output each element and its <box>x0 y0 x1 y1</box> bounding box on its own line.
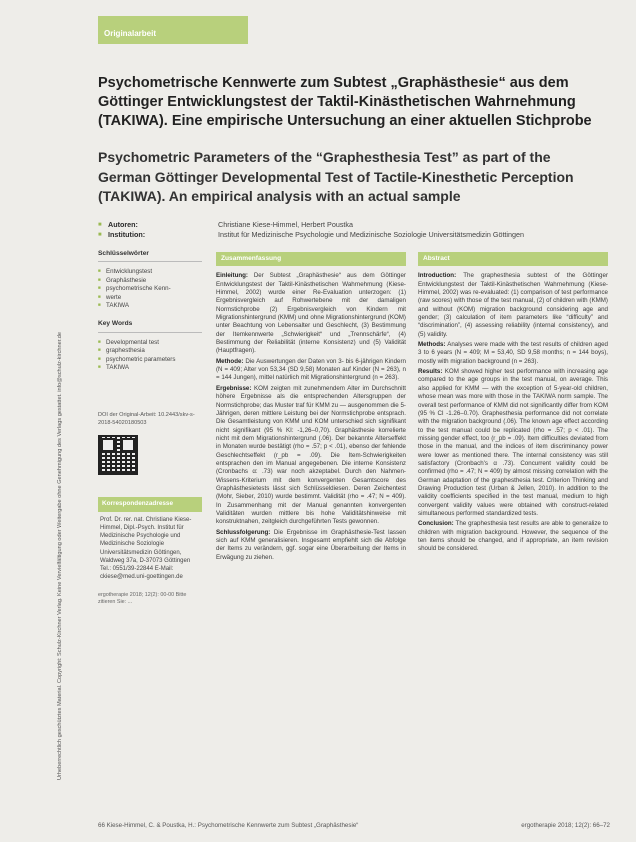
correspondence-heading: Korrespondenzadresse <box>98 497 202 511</box>
keyword-de: ■ Entwicklungstest <box>98 268 202 276</box>
copyright-side-note: Urheberrechtlich geschütztes Material. Copyright: Schulz-Kirchner Verlag. Keine Vervielfältigung oder Weitergabe ohne Genehmigung des Verlags gestattet. info@schulz-kirchner.de <box>57 331 63 780</box>
qr-code-icon <box>98 435 138 475</box>
keyword-de: ■ werte <box>98 294 202 302</box>
abstract-paragraph <box>418 272 608 339</box>
paragraph-label: Conclusion: <box>418 520 454 528</box>
summary-paragraph <box>216 385 406 527</box>
institution: Institut für Medizinische Psychologie und Medizinische Soziologie Universitätsmedizin Göttingen <box>218 230 525 239</box>
summary-paragraph <box>216 529 406 562</box>
paragraph-label: Schlussfolgerung: <box>216 528 271 536</box>
summary-heading: Zusammenfassung <box>216 252 406 266</box>
paragraph-label: Methode: <box>216 357 244 365</box>
abstract-paragraph <box>418 368 608 518</box>
abstract-paragraph <box>418 520 608 553</box>
page-footer <box>98 822 610 829</box>
doi-note: DOI der Original-Arbeit: 10.2443/skv-s-2018-54020180503 <box>98 412 195 426</box>
paragraph-label: Einleitung: <box>216 272 248 280</box>
authors-label: ■ Autoren: <box>98 220 218 230</box>
correspondence-address: Prof. Dr. rer. nat. Christiane Kiese-Himmel, Dipl.-Psych. Institut für Medizinische Psychologie und Medizinische Soziologie Universitätsmedizin Göttingen, Waldweg 37a, D-37073 Göttingen Tel.: 0551/39-22844 E-Mail: ckiese@med.uni-goettingen.de <box>100 516 192 581</box>
paragraph-text: Analyses were made with the test results of children aged 3 to 6 years (N = 409; M = 53,40, SD 9,58 months; n = 144 boys), mostly with migration background (n = 263). <box>418 341 608 365</box>
paragraph-text: KOM showed higher test performance with increasing age compared to the age groups in the test manual, on average. This also applied for KMM — with the exception of 5-year-old children, whose mean was more with those in the TAKIWA norm sample. The overall test performance of KMM did not significantly differ from KOM (95 % CI -1.26–0.70). Graphesthesia performance did not correlate with the migration background (.06). The known age effect according to the test manual could be replicated (rho = .57; p < .01). The missing gender effect, too (r_pb = .09). Item difficulties deviated from those in the manual, and the indices of item discriminancy power were lower as mentioned there. The internal consistency was still satisfactory (Cronbach's α .73). Concurrent validity could be confirmed (rho = .47; N = 409) by almost missing correlation with the German adaptation of the graphesthesia test. Criterion Thinking and Drawing Production test (Urban & Jellen, 2010). In addition to the validity coefficients specified in the test manual, medium to high convergent validity values were obtained with construct-related simultaneous performed standardized tests. <box>418 368 608 517</box>
keyword-en: ■ psychometric parameters <box>98 356 202 364</box>
footer-left: 66 Kiese-Himmel, C. & Poustka, H.: Psychometrische Kennwerte zum Subtest „Graphästhesie“ <box>98 822 359 829</box>
institution-label: ■ Institution: <box>98 230 218 240</box>
paragraph-label: Results: <box>418 368 443 376</box>
keyword-en: ■ graphesthesia <box>98 347 202 355</box>
section-tag: Originalarbeit <box>98 16 248 44</box>
article-meta <box>98 220 598 240</box>
paragraph-label: Methods: <box>418 341 446 349</box>
summary-paragraph <box>216 272 406 355</box>
paragraph-text: The graphesthesia subtest of the Göttinger Entwicklungstest der Taktil-Kinästhetischen Wahrnehmung (Kiese-Himmel, 2002) was re-evaluated: (1) comparison of test performance (raw scores) with those of the test manual, (2) of children with (KMM) and without (KOM) migration background considering age and gender; (3) calculation of item parameters like “difficulty” and “discrimination”, (4) assessing reliability (internal consistency), and (5) validity. <box>418 272 609 338</box>
keyword-de: ■ Graphästhesie <box>98 277 202 285</box>
footer-right: ergotherapie 2018; 12(2): 66–72 <box>521 822 610 829</box>
keywords-de-heading: Schlüsselwörter <box>98 250 202 262</box>
paragraph-text: The graphesthesia test results are able to generalize to children with migration background. However, the sequence of the ten items should be changed, and if appropriate, an item revision should be considered. <box>418 520 609 553</box>
left-sidebar <box>98 250 202 606</box>
paragraph-label: Introduction: <box>418 272 457 280</box>
abstract-paragraph <box>418 341 608 366</box>
abstract-column <box>418 252 608 556</box>
keyword-en: ■ TAKIWA <box>98 364 202 372</box>
paragraph-text: Die Auswertungen der Daten von 3- bis 6-jährigen Kindern (N = 409; Alter von 53,34 (SD 9,58) Monaten auf Kinder (N = 263), n = 144 Jungen), mittel natürlich mit Migrationshintergrund (n = 263). <box>216 357 406 382</box>
abstract-heading: Abstract <box>418 252 608 266</box>
paragraph-label: Ergebnisse: <box>216 384 252 392</box>
keyword-en: ■ Developmental test <box>98 339 202 347</box>
keywords-en-list <box>98 339 202 373</box>
authors: Christiane Kiese-Himmel, Herbert Poustka <box>218 220 354 229</box>
keyword-de: ■ TAKIWA <box>98 302 202 310</box>
title-english: Psychometric Parameters of the “Graphesthesia Test” as part of the German Göttinger Developmental Test of Tactile-Kinesthetic Perception (TAKIWA). An empirical analysis with an actual sample <box>98 149 574 204</box>
keyword-de: ■ psychometrische Kenn- <box>98 285 202 293</box>
summary-column <box>216 252 406 564</box>
summary-paragraph <box>216 358 406 383</box>
paragraph-text: KOM zeigten mit zunehmendem Alter im Durchschnitt höhere Ergebnisse als die entsprechenden Altersgruppen der Normstichprobe; das Muster traf für KMM zu — ausgenommen die 5-Jährigen, deren mittlere Leistung bei der Normstichprobe entsprach. Die Gesamtleistung von KMM und KOM unterschied sich signifikant nicht signifikant (95 % KI: -1,26–0,70). Graphästhesie korrelierte nicht mit dem Migrationshintergrund (.06). Der bekannte Alterseffekt in Monaten wurde bestätigt (rho = .57; p < .01), ebenso der fehlende Geschlechtseffekt (r_pb = .09). Die Item-Schwierigkeiten entsprachen den im Manual angegebenen. Die interne Konsistenz (Cronbachs α: .73) war noch akzeptabel. Durch den Nahmen-Wissens-Kriterium mit dem konvergenten Gesamtscore des Graphästhesietests lässt sich Schlüsseldiesen. Deren Zeichentest (Mohr, Sieber, 2010) wurde bestimmt. Validität (rho = .47; N = 409). In Zusammenhang mit der Manual genannten konvergenten Validitäten wurden mittlere bis hohe Validitätshinweise mit konstruktnahen, zeitgleich durchgeführten Tests gewonnen. <box>216 384 406 526</box>
title-german: Psychometrische Kennwerte zum Subtest „Graphästhesie“ aus dem Göttinger Entwicklungstest der Taktil-Kinästhetischen Wahrnehmung (TAKIWA). Eine empirische Untersuchung an einer aktuellen Stichprobe <box>98 75 592 129</box>
authors-row <box>98 220 598 230</box>
institution-row <box>98 230 598 240</box>
paragraph-text: Die Ergebnisse im Graphästhesie-Test lassen sich auf KMM generalisieren. Insgesamt empfiehlt sich die Abfolge der Items zu verändern, ggf. sogar eine Überarbeitung der Items in Erwägung zu ziehen. <box>216 528 406 561</box>
paragraph-text: Der Subtest „Graphästhesie“ aus dem Göttinger Entwicklungstest der Taktil-Kinästhetischen Wahrnehmung (Kiese-Himmel, 2002) wurde einer Re-Evaluation unterzogen: (1) Ergebnisvergleich auf Rohwertebene mit der damaligen Normstichprobe (2) Ergebnisvergleich von Kindern mit Migrationshintergrund (KMM) und ohne Migrationshintergrund (KOM) unter Beachtung von Lebensalter und Geschlecht, (3) Bestimmung der Itemkennwerte „Schwierigkeit“ und „Trennschärfe“, (4) Bestimmung der Reliabilität (interne Konsistenz) und (5) Validität (Hauptfragen). <box>216 272 406 355</box>
citation-note: ergotherapie 2018; 12(2): 00-00 Bitte zitieren Sie: ... <box>98 591 187 605</box>
keywords-de-list <box>98 268 202 310</box>
keywords-en-heading: Key Words <box>98 320 202 332</box>
